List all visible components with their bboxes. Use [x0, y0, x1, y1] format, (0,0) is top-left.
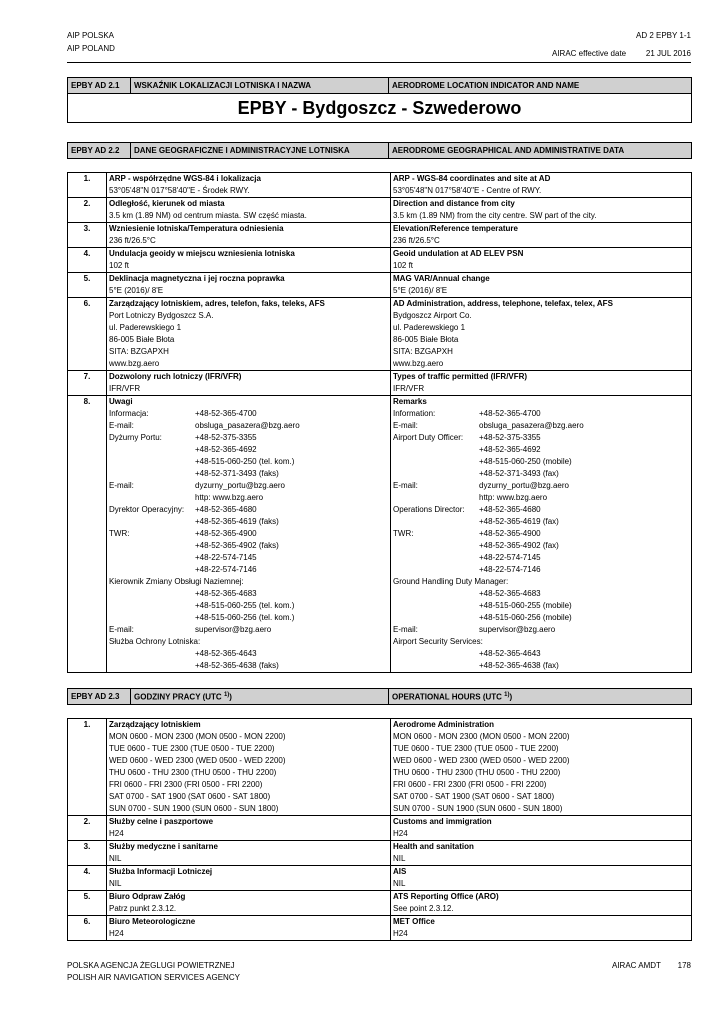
remarks-value: +48-52-365-4638 (fax)	[479, 661, 559, 670]
row-en-value: NIL	[393, 854, 406, 863]
row-pl-heading: Undulacja geoidy w miejscu wzniesienia lotniska	[109, 249, 295, 258]
row-pl	[107, 816, 391, 841]
row-en-heading: AD Administration, address, telephone, telefax, telex, AFS	[393, 299, 613, 308]
row-number: 1.	[68, 719, 107, 816]
remarks-label	[109, 648, 195, 660]
remarks-label	[109, 552, 195, 564]
row-number: 4.	[68, 866, 107, 891]
section-2-3-table	[67, 718, 692, 941]
header-aip-poland: AIP POLAND	[67, 44, 115, 53]
remarks-label: Dyżurny Portu:	[109, 433, 162, 442]
row-pl-line: FRI 0600 - FRI 2300 (FRI 0500 - FRI 2200)	[109, 780, 263, 789]
row-number: 6.	[68, 916, 107, 941]
row-number: 4.	[68, 248, 107, 273]
remarks-value: http: www.bzg.aero	[195, 493, 264, 502]
remarks-label	[109, 600, 195, 612]
remarks-label	[109, 516, 195, 528]
row-en-value: 236 ft/26.5°C	[393, 236, 440, 245]
row-en-value: H24	[393, 929, 408, 938]
data-row	[68, 273, 692, 298]
row-pl-value: NIL	[109, 854, 122, 863]
footer-amdt-number: 178	[677, 961, 691, 970]
row-pl-heading: Służby celne i paszportowe	[109, 817, 214, 826]
remarks-value: +48-515-060-250 (tel. kom.)	[195, 457, 295, 466]
remarks-value: +48-515-060-256 (tel. kom.)	[195, 613, 295, 622]
row-en-heading: ARP - WGS-84 coordinates and site at AD	[393, 174, 551, 183]
row-en	[391, 223, 692, 248]
row-pl-heading: Biuro Odpraw Załóg	[109, 892, 186, 901]
row-en-value: See point 2.3.12.	[393, 904, 454, 913]
remarks-label	[109, 660, 195, 672]
remarks-label	[393, 468, 479, 480]
remarks-label: Informacja:	[109, 409, 149, 418]
remarks-label: E-mail:	[393, 421, 418, 430]
row-en-heading: Geoid undulation at AD ELEV PSN	[393, 249, 524, 258]
row-pl-line: SUN 0700 - SUN 1900 (SUN 0600 - SUN 1800)	[109, 804, 279, 813]
row-pl-line: TUE 0600 - TUE 2300 (TUE 0500 - TUE 2200)	[109, 744, 275, 753]
remarks-label	[109, 588, 195, 600]
section-2-1	[67, 77, 692, 123]
remarks-label	[109, 456, 195, 468]
row-en	[391, 248, 692, 273]
row-en-line: FRI 0600 - FRI 2300 (FRI 0500 - FRI 2200)	[393, 780, 547, 789]
remarks-value: +48-515-060-256 (mobile)	[479, 613, 572, 622]
row-pl	[107, 841, 391, 866]
remarks-label	[109, 612, 195, 624]
row-en-value: 3.5 km (1.89 NM) from the city centre. SW part of the city.	[393, 211, 597, 220]
remarks-value: +48-22-574-7145	[479, 553, 541, 562]
remarks-value: http: www.bzg.aero	[479, 493, 548, 502]
row-pl	[107, 273, 391, 298]
row-pl-line: SAT 0700 - SAT 1900 (SAT 0600 - SAT 1800)	[109, 792, 271, 801]
s21-title-en: AERODROME LOCATION INDICATOR AND NAME	[389, 78, 692, 94]
remarks-value: +48-52-365-4700	[195, 409, 257, 418]
remarks-value: +48-52-365-4638 (faks)	[195, 661, 279, 670]
row-pl-value: 53°05'48"N 017°58'40"E - Środek RWY.	[109, 186, 250, 195]
remarks-label: Służba Ochrony Lotniska:	[109, 637, 201, 646]
remarks-value: +48-52-365-4680	[479, 505, 541, 514]
remarks-value: +48-52-371-3493 (faks)	[195, 469, 279, 478]
remarks-label	[393, 588, 479, 600]
row-pl	[107, 371, 391, 396]
row-en-heading: Customs and immigration	[393, 817, 492, 826]
s21-code: EPBY AD 2.1	[68, 78, 131, 94]
remarks-label: Kierownik Zmiany Obsługi Naziemnej:	[109, 577, 244, 586]
remarks-label	[393, 660, 479, 672]
row-en	[391, 719, 692, 816]
remarks-grid	[109, 408, 388, 672]
remarks-value: dyzurny_portu@bzg.aero	[195, 481, 285, 490]
hours-row	[68, 841, 692, 866]
section-2-2-header	[67, 142, 692, 159]
row-en-value: IFR/VFR	[393, 384, 425, 393]
remarks-value: +48-52-371-3493 (fax)	[479, 469, 559, 478]
row-pl-line: SITA: BZGAPXH	[109, 347, 169, 356]
remarks-value: +48-52-365-4683	[195, 589, 257, 598]
row-pl-line: www.bzg.aero	[109, 359, 160, 368]
row-pl	[107, 223, 391, 248]
hours-row-administration	[68, 719, 692, 816]
remarks-value: +48-22-574-7145	[195, 553, 257, 562]
remarks-label	[393, 552, 479, 564]
row-pl-line: THU 0600 - THU 2300 (THU 0500 - THU 2200)	[109, 768, 277, 777]
row-number: 3.	[68, 223, 107, 248]
data-row	[68, 223, 692, 248]
remarks-value: +48-52-365-4700	[479, 409, 541, 418]
remarks-label: E-mail:	[393, 481, 418, 490]
row-en-line: THU 0600 - THU 2300 (THU 0500 - THU 2200)	[393, 768, 561, 777]
row-pl-value: NIL	[109, 879, 122, 888]
row-number: 5.	[68, 891, 107, 916]
remarks-value: supervisor@bzg.aero	[195, 625, 272, 634]
row-pl-value: IFR/VFR	[109, 384, 141, 393]
row-pl	[107, 916, 391, 941]
remarks-label	[109, 540, 195, 552]
row-en-heading: AIS	[393, 867, 407, 876]
row-number: 6.	[68, 298, 107, 371]
remarks-label	[109, 564, 195, 576]
remarks-label	[109, 444, 195, 456]
aerodrome-name: EPBY - Bydgoszcz - Szwederowo	[68, 94, 692, 123]
row-number: 5.	[68, 273, 107, 298]
row-en-line: ul. Paderewskiego 1	[393, 323, 466, 332]
remarks-value: +48-515-060-255 (tel. kom.)	[195, 601, 295, 610]
remarks-label	[393, 492, 479, 504]
remarks-value: +48-52-375-3355	[479, 433, 541, 442]
row-en	[391, 371, 692, 396]
row-number: 3.	[68, 841, 107, 866]
row-en	[391, 916, 692, 941]
header-date: 21 JUL 2016	[645, 49, 691, 58]
row-pl-heading: Biuro Meteorologiczne	[109, 917, 196, 926]
row-en-line: SUN 0700 - SUN 1900 (SUN 0600 - SUN 1800)	[393, 804, 563, 813]
row-number: 1.	[68, 173, 107, 198]
row-pl-line: MON 0600 - MON 2300 (MON 0500 - MON 2200)	[109, 732, 286, 741]
row-pl-heading: ARP - współrzędne WGS-84 i lokalizacja	[109, 174, 261, 183]
data-row-traffic	[68, 371, 692, 396]
remarks-value: +48-52-365-4692	[195, 445, 257, 454]
row-pl-value: H24	[109, 929, 124, 938]
remarks-grid	[393, 408, 689, 672]
row-en-value: 5°E (2016)/ 8'E	[393, 286, 448, 295]
row-en	[391, 816, 692, 841]
remarks-value: +48-22-574-7146	[195, 565, 257, 574]
remarks-label: Ground Handling Duty Manager:	[393, 577, 509, 586]
remarks-pl	[107, 396, 391, 673]
row-en-heading: Types of traffic permitted (IFR/VFR)	[393, 372, 528, 381]
s22-title-pl: DANE GEOGRAFICZNE I ADMINISTRACYJNE LOTNISKA	[131, 143, 389, 159]
remarks-heading: Remarks	[393, 397, 427, 406]
row-number: 2.	[68, 816, 107, 841]
row-pl-value: 102 ft	[109, 261, 130, 270]
row-en-line: WED 0600 - WED 2300 (WED 0500 - WED 2200)	[393, 756, 570, 765]
row-en	[391, 891, 692, 916]
remarks-value: +48-515-060-250 (mobile)	[479, 457, 572, 466]
header-airac-label: AIRAC effective date	[552, 49, 627, 58]
row-pl-heading: Zarządzający lotniskiem, adres, telefon, faks, teleks, AFS	[109, 299, 325, 308]
remarks-label: E-mail:	[109, 625, 134, 634]
row-pl-heading: Zarządzający lotniskiem	[109, 720, 201, 729]
row-en	[391, 198, 692, 223]
remarks-value: dyzurny_portu@bzg.aero	[479, 481, 569, 490]
row-en-value: 53°05'48"N 017°58'40"E - Centre of RWY.	[393, 186, 542, 195]
remarks-label	[393, 516, 479, 528]
remarks-value: +48-52-365-4643	[195, 649, 257, 658]
section-2-3-header	[67, 688, 692, 705]
row-pl-heading: Służby medyczne i sanitarne	[109, 842, 218, 851]
row-pl-heading: Odległość, kierunek od miasta	[109, 199, 225, 208]
row-en	[391, 866, 692, 891]
remarks-value: +48-52-365-4900	[195, 529, 257, 538]
remarks-value: +48-52-365-4680	[195, 505, 257, 514]
row-en-line: SITA: BZGAPXH	[393, 347, 453, 356]
remarks-label: Dyrektor Operacyjny:	[109, 505, 185, 514]
remarks-value: +48-52-365-4643	[479, 649, 541, 658]
row-pl-line: ul. Paderewskiego 1	[109, 323, 182, 332]
remarks-label: Information:	[393, 409, 436, 418]
row-en-heading: ATS Reporting Office (ARO)	[393, 892, 499, 901]
row-en-line: TUE 0600 - TUE 2300 (TUE 0500 - TUE 2200)	[393, 744, 559, 753]
s22-code: EPBY AD 2.2	[68, 143, 131, 159]
remarks-value: +48-52-365-4902 (fax)	[479, 541, 559, 550]
remarks-label: TWR:	[109, 529, 130, 538]
s23-title-pl: GODZINY PRACY (UTC $^{1)}$)	[131, 689, 389, 705]
row-pl-line: 86-005 Białe Błota	[109, 335, 175, 344]
row-en-heading: Elevation/Reference temperature	[393, 224, 518, 233]
row-pl-value: 236 ft/26.5°C	[109, 236, 156, 245]
row-en-heading: MET Office	[393, 917, 435, 926]
remarks-label	[393, 648, 479, 660]
remarks-label: Operations Director:	[393, 505, 465, 514]
remarks-label	[393, 456, 479, 468]
remarks-value: +48-52-365-4902 (faks)	[195, 541, 279, 550]
s23-code: EPBY AD 2.3	[68, 689, 131, 705]
data-row	[68, 248, 692, 273]
row-number: 7.	[68, 371, 107, 396]
footer-agency-pl: POLSKA AGENCJA ŻEGLUGI POWIETRZNEJ	[67, 961, 235, 970]
row-pl-heading: Służba Informacji Lotniczej	[109, 867, 213, 876]
remarks-label: E-mail:	[109, 481, 134, 490]
s22-title-en: AERODROME GEOGRAPHICAL AND ADMINISTRATIVE DATA	[389, 143, 692, 159]
s23-title-en: OPERATIONAL HOURS (UTC $^{1)}$)	[389, 689, 692, 705]
hours-row	[68, 816, 692, 841]
data-row	[68, 173, 692, 198]
remarks-label	[393, 612, 479, 624]
row-pl-value: 3.5 km (1.89 NM) od centrum miasta. SW część miasta.	[109, 211, 307, 220]
remarks-value: +48-52-365-4900	[479, 529, 541, 538]
section-2-2-table	[67, 172, 692, 673]
header-rule	[67, 62, 691, 63]
row-pl-value: 5°E (2016)/ 8'E	[109, 286, 164, 295]
data-row	[68, 198, 692, 223]
remarks-value: +48-52-365-4683	[479, 589, 541, 598]
row-en	[391, 273, 692, 298]
row-pl	[107, 173, 391, 198]
header-page-ref: AD 2 EPBY 1-1	[636, 31, 691, 40]
header-aip-polska: AIP POLSKA	[67, 31, 114, 40]
row-en-heading: Health and sanitation	[393, 842, 474, 851]
remarks-value: obsluga_pasazera@bzg.aero	[479, 421, 584, 430]
data-row-administration	[68, 298, 692, 371]
data-row-remarks	[68, 396, 692, 673]
row-en-line: SAT 0700 - SAT 1900 (SAT 0600 - SAT 1800)	[393, 792, 555, 801]
row-en	[391, 298, 692, 371]
row-en-value: NIL	[393, 879, 406, 888]
remarks-value: +48-52-365-4692	[479, 445, 541, 454]
row-number: 2.	[68, 198, 107, 223]
remarks-value: +48-22-574-7146	[479, 565, 541, 574]
row-en-heading: MAG VAR/Annual change	[393, 274, 490, 283]
remarks-label	[109, 492, 195, 504]
remarks-label: Airport Duty Officer:	[393, 433, 464, 442]
row-pl-heading: Wzniesienie lotniska/Temperatura odniesienia	[109, 224, 284, 233]
row-number: 8.	[68, 396, 107, 673]
row-en-value: 102 ft	[393, 261, 414, 270]
footer-amdt-label: AIRAC AMDT	[612, 961, 661, 970]
hours-row	[68, 916, 692, 941]
row-en-line: www.bzg.aero	[393, 359, 444, 368]
remarks-en	[391, 396, 692, 673]
row-en-heading: Aerodrome Administration	[393, 720, 495, 729]
row-en-heading: Direction and distance from city	[393, 199, 515, 208]
row-en-line: MON 0600 - MON 2300 (MON 0500 - MON 2200)	[393, 732, 570, 741]
remarks-heading: Uwagi	[109, 397, 133, 406]
remarks-value: supervisor@bzg.aero	[479, 625, 556, 634]
row-pl-line: WED 0600 - WED 2300 (WED 0500 - WED 2200)	[109, 756, 286, 765]
row-pl	[107, 891, 391, 916]
hours-row	[68, 891, 692, 916]
row-pl	[107, 866, 391, 891]
remarks-label: Airport Security Services:	[393, 637, 483, 646]
s21-title-pl: WSKAŹNIK LOKALIZACJI LOTNISKA I NAZWA	[131, 78, 389, 94]
row-pl	[107, 248, 391, 273]
row-pl	[107, 719, 391, 816]
remarks-label: TWR:	[393, 529, 414, 538]
remarks-label	[393, 564, 479, 576]
remarks-label: E-mail:	[393, 625, 418, 634]
row-pl	[107, 298, 391, 371]
row-pl-line: Port Lotniczy Bydgoszcz S.A.	[109, 311, 214, 320]
row-pl-value: Patrz punkt 2.3.12.	[109, 904, 177, 913]
remarks-label	[109, 468, 195, 480]
row-en-line: 86-005 Białe Błota	[393, 335, 459, 344]
remarks-value: +48-52-375-3355	[195, 433, 257, 442]
row-pl-heading: Deklinacja magnetyczna i jej roczna poprawka	[109, 274, 285, 283]
hours-row	[68, 866, 692, 891]
row-pl-value: H24	[109, 829, 124, 838]
remarks-value: +48-52-365-4619 (faks)	[195, 517, 279, 526]
remarks-label: E-mail:	[109, 421, 134, 430]
row-pl	[107, 198, 391, 223]
remarks-label	[393, 540, 479, 552]
footer-agency-en: POLISH AIR NAVIGATION SERVICES AGENCY	[67, 973, 240, 982]
row-en-value: H24	[393, 829, 408, 838]
row-pl-heading: Dozwolony ruch lotniczy (IFR/VFR)	[109, 372, 242, 381]
remarks-label	[393, 600, 479, 612]
row-en	[391, 173, 692, 198]
row-en-line: Bydgoszcz Airport Co.	[393, 311, 472, 320]
remarks-value: +48-52-365-4619 (fax)	[479, 517, 559, 526]
remarks-label	[393, 444, 479, 456]
remarks-value: +48-515-060-255 (mobile)	[479, 601, 572, 610]
remarks-value: obsluga_pasazera@bzg.aero	[195, 421, 300, 430]
row-en	[391, 841, 692, 866]
